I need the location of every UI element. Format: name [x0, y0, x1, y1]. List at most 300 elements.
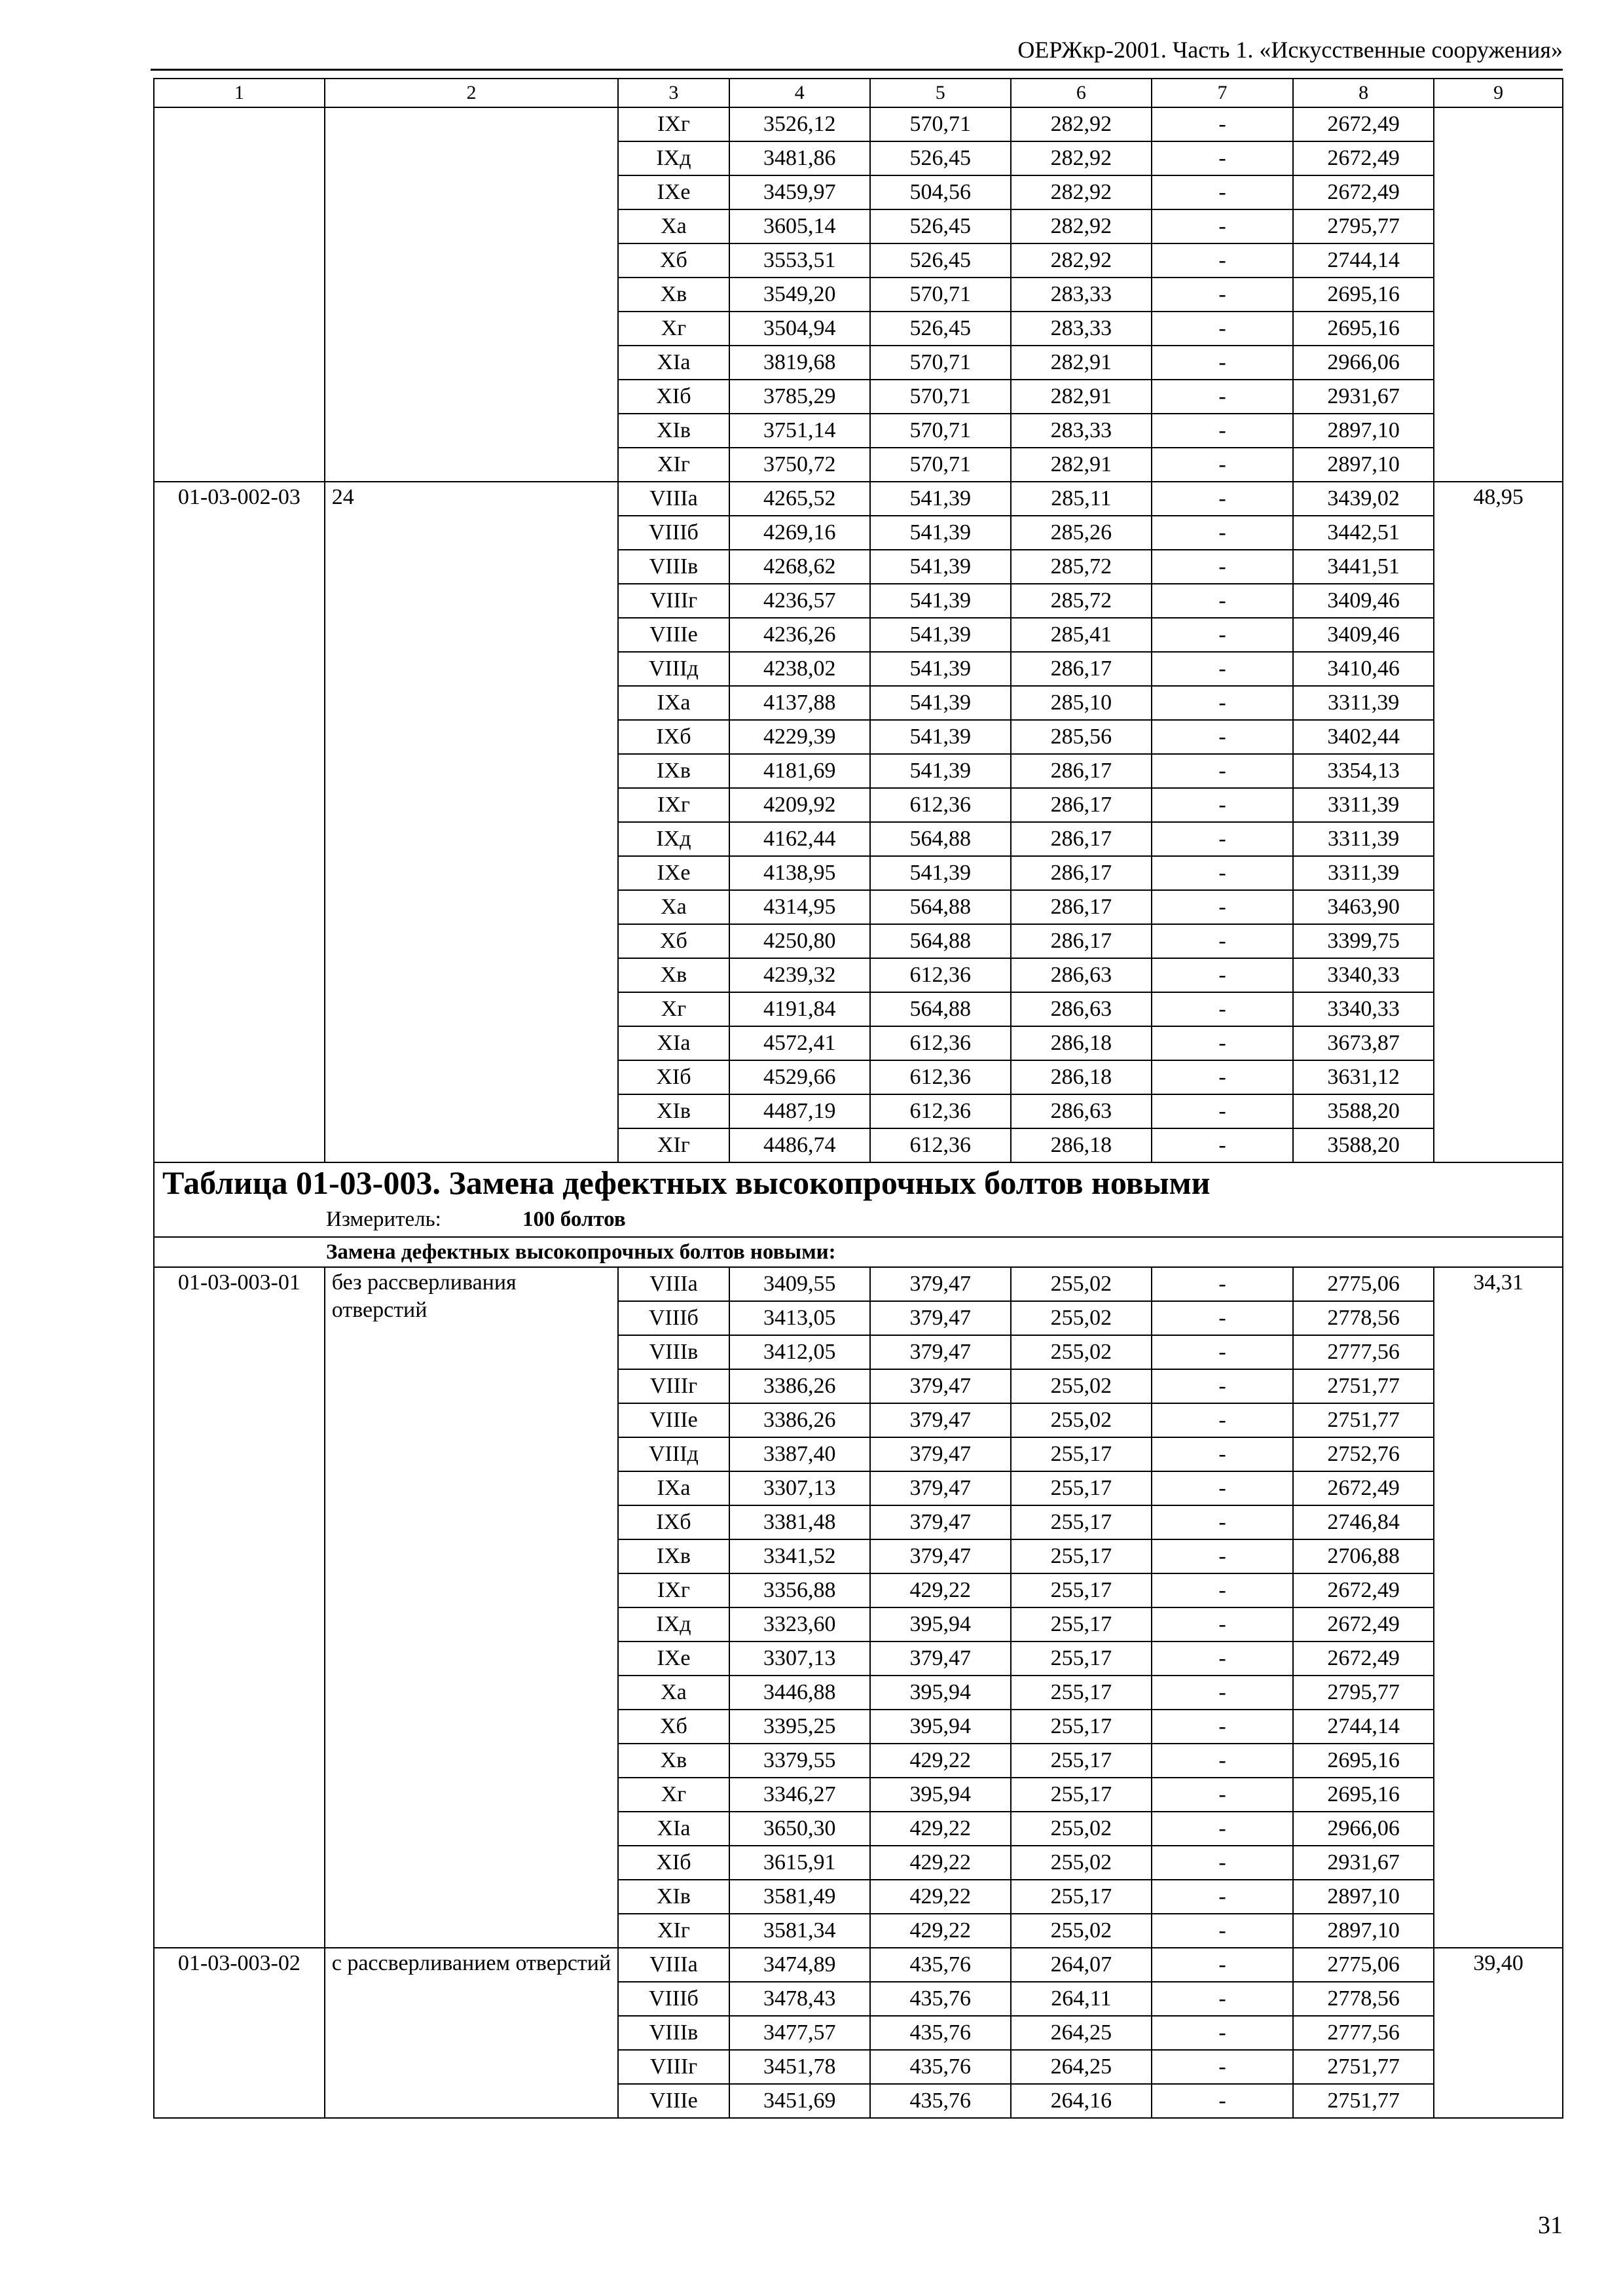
machinist-cost: - — [1152, 175, 1293, 209]
total-cost: 4265,52 — [729, 482, 870, 516]
machinist-cost: - — [1152, 278, 1293, 312]
subheading-row — [154, 1237, 1563, 1267]
zone-code: XIв — [618, 1094, 729, 1128]
zone-code: VIIIе — [618, 618, 729, 652]
machinist-cost: - — [1152, 1403, 1293, 1437]
labor-hours: 34,31 — [1434, 1267, 1563, 1948]
machinist-cost: - — [1152, 1710, 1293, 1744]
total-cost: 3307,13 — [729, 1641, 870, 1676]
machine-cost: 282,91 — [1011, 448, 1152, 482]
subheading: Замена дефектных высокопрочных болтов новыми: — [326, 1240, 836, 1264]
machine-cost: 264,16 — [1011, 2084, 1152, 2118]
zone-code: VIIIг — [618, 1369, 729, 1403]
machinist-cost: - — [1152, 1267, 1293, 1301]
zone-code: VIIIе — [618, 1403, 729, 1437]
machine-cost: 282,92 — [1011, 175, 1152, 209]
machinist-cost: - — [1152, 209, 1293, 243]
rate-code: 01-03-002-03 — [154, 482, 325, 1162]
zone-code: VIIIа — [618, 1948, 729, 1982]
machine-cost: 286,17 — [1011, 856, 1152, 890]
machine-cost: 264,25 — [1011, 2050, 1152, 2084]
column-number-row — [154, 79, 1563, 107]
materials-cost: 3340,33 — [1293, 958, 1434, 992]
labor-cost: 612,36 — [870, 1026, 1011, 1060]
materials-cost: 3409,46 — [1293, 584, 1434, 618]
machine-cost: 255,02 — [1011, 1267, 1152, 1301]
machine-cost: 255,17 — [1011, 1880, 1152, 1914]
machinist-cost: - — [1152, 414, 1293, 448]
machinist-cost: - — [1152, 1607, 1293, 1641]
labor-cost: 379,47 — [870, 1335, 1011, 1369]
materials-cost: 2751,77 — [1293, 2050, 1434, 2084]
zone-code: Xа — [618, 890, 729, 924]
labor-cost: 612,36 — [870, 1094, 1011, 1128]
zone-code: Xг — [618, 992, 729, 1026]
machine-cost: 286,17 — [1011, 924, 1152, 958]
machine-cost: 282,92 — [1011, 107, 1152, 141]
machine-cost: 285,72 — [1011, 584, 1152, 618]
zone-code: XIа — [618, 1026, 729, 1060]
zone-code: IXд — [618, 141, 729, 175]
machine-cost: 286,63 — [1011, 992, 1152, 1026]
materials-cost: 3631,12 — [1293, 1060, 1434, 1094]
machine-cost: 286,17 — [1011, 822, 1152, 856]
materials-cost: 2897,10 — [1293, 1914, 1434, 1948]
materials-cost: 2775,06 — [1293, 1948, 1434, 1982]
total-cost: 4238,02 — [729, 652, 870, 686]
materials-cost: 2751,77 — [1293, 1403, 1434, 1437]
machinist-cost: - — [1152, 754, 1293, 788]
machine-cost: 286,18 — [1011, 1060, 1152, 1094]
materials-cost: 2695,16 — [1293, 312, 1434, 346]
machine-cost: 286,63 — [1011, 958, 1152, 992]
total-cost: 3451,69 — [729, 2084, 870, 2118]
total-cost: 3474,89 — [729, 1948, 870, 1982]
total-cost: 4239,32 — [729, 958, 870, 992]
machine-cost: 264,11 — [1011, 1982, 1152, 2016]
machine-cost: 286,18 — [1011, 1128, 1152, 1162]
materials-cost: 3399,75 — [1293, 924, 1434, 958]
labor-hours — [1434, 107, 1563, 482]
table-title-row — [154, 1162, 1563, 1202]
zone-code: XIг — [618, 1128, 729, 1162]
page-number: 31 — [1538, 2212, 1563, 2239]
machine-cost: 255,02 — [1011, 1335, 1152, 1369]
labor-cost: 435,76 — [870, 2084, 1011, 2118]
zone-code: IXг — [618, 788, 729, 822]
labor-cost: 429,22 — [870, 1846, 1011, 1880]
column-number: 6 — [1011, 79, 1152, 107]
total-cost: 3819,68 — [729, 346, 870, 380]
zone-code: XIб — [618, 1846, 729, 1880]
machinist-cost: - — [1152, 958, 1293, 992]
labor-cost: 570,71 — [870, 107, 1011, 141]
total-cost: 4529,66 — [729, 1060, 870, 1094]
materials-cost: 3311,39 — [1293, 856, 1434, 890]
total-cost: 3478,43 — [729, 1982, 870, 2016]
materials-cost: 2672,49 — [1293, 1607, 1434, 1641]
zone-code: Xв — [618, 958, 729, 992]
rate-description: 24 — [325, 482, 618, 1162]
labor-cost: 541,39 — [870, 686, 1011, 720]
materials-cost: 3311,39 — [1293, 686, 1434, 720]
machine-cost: 285,41 — [1011, 618, 1152, 652]
materials-cost: 3409,46 — [1293, 618, 1434, 652]
total-cost: 3413,05 — [729, 1301, 870, 1335]
machinist-cost: - — [1152, 1369, 1293, 1403]
machinist-cost: - — [1152, 312, 1293, 346]
labor-cost: 379,47 — [870, 1403, 1011, 1437]
machine-cost: 283,33 — [1011, 414, 1152, 448]
zone-code: IXе — [618, 856, 729, 890]
zone-code: XIв — [618, 1880, 729, 1914]
zone-code: XIа — [618, 1812, 729, 1846]
column-number: 8 — [1293, 79, 1434, 107]
labor-cost: 541,39 — [870, 550, 1011, 584]
zone-code: VIIIб — [618, 516, 729, 550]
total-cost: 4486,74 — [729, 1128, 870, 1162]
zone-code: XIа — [618, 346, 729, 380]
zone-code: VIIIб — [618, 1982, 729, 2016]
labor-cost: 379,47 — [870, 1539, 1011, 1573]
materials-cost: 2966,06 — [1293, 1812, 1434, 1846]
materials-cost: 3311,39 — [1293, 822, 1434, 856]
zone-code: VIIIа — [618, 1267, 729, 1301]
labor-cost: 429,22 — [870, 1573, 1011, 1607]
zone-code: IXд — [618, 1607, 729, 1641]
machinist-cost: - — [1152, 1880, 1293, 1914]
machine-cost: 255,17 — [1011, 1573, 1152, 1607]
machinist-cost: - — [1152, 1026, 1293, 1060]
zone-code: Xг — [618, 312, 729, 346]
labor-cost: 429,22 — [870, 1744, 1011, 1778]
labor-cost: 435,76 — [870, 1948, 1011, 1982]
labor-cost: 429,22 — [870, 1914, 1011, 1948]
machinist-cost: - — [1152, 550, 1293, 584]
zone-code: IXв — [618, 1539, 729, 1573]
machinist-cost: - — [1152, 856, 1293, 890]
labor-hours: 39,40 — [1434, 1948, 1563, 2118]
labor-cost: 612,36 — [870, 1128, 1011, 1162]
materials-cost: 3463,90 — [1293, 890, 1434, 924]
machinist-cost: - — [1152, 1505, 1293, 1539]
labor-cost: 526,45 — [870, 141, 1011, 175]
machine-cost: 286,17 — [1011, 788, 1152, 822]
machine-cost: 286,17 — [1011, 652, 1152, 686]
labor-cost: 429,22 — [870, 1812, 1011, 1846]
zone-code: VIIIе — [618, 2084, 729, 2118]
total-cost: 3549,20 — [729, 278, 870, 312]
machine-cost: 285,56 — [1011, 720, 1152, 754]
machinist-cost: - — [1152, 1094, 1293, 1128]
zone-code: Xа — [618, 1676, 729, 1710]
materials-cost: 2672,49 — [1293, 107, 1434, 141]
total-cost: 4236,57 — [729, 584, 870, 618]
machinist-cost: - — [1152, 2016, 1293, 2050]
machinist-cost: - — [1152, 1128, 1293, 1162]
materials-cost: 2672,49 — [1293, 1471, 1434, 1505]
zone-code: Xб — [618, 243, 729, 278]
total-cost: 3381,48 — [729, 1505, 870, 1539]
table-title: Таблица 01-03-003. Замена дефектных высокопрочных болтов новыми — [154, 1162, 1563, 1202]
machinist-cost: - — [1152, 890, 1293, 924]
machinist-cost: - — [1152, 1744, 1293, 1778]
materials-cost: 3402,44 — [1293, 720, 1434, 754]
total-cost: 4236,26 — [729, 618, 870, 652]
machine-cost: 285,11 — [1011, 482, 1152, 516]
zone-code: VIIIб — [618, 1301, 729, 1335]
machinist-cost: - — [1152, 1471, 1293, 1505]
materials-cost: 2695,16 — [1293, 278, 1434, 312]
machine-cost: 255,17 — [1011, 1778, 1152, 1812]
labor-cost: 570,71 — [870, 448, 1011, 482]
total-cost: 4181,69 — [729, 754, 870, 788]
page-header: ОЕРЖкр-2001. Часть 1. «Искусственные сооружения» — [1017, 37, 1563, 63]
materials-cost: 2775,06 — [1293, 1267, 1434, 1301]
machinist-cost: - — [1152, 618, 1293, 652]
materials-cost: 2777,56 — [1293, 1335, 1434, 1369]
machinist-cost: - — [1152, 652, 1293, 686]
materials-cost: 2746,84 — [1293, 1505, 1434, 1539]
total-cost: 3750,72 — [729, 448, 870, 482]
machine-cost: 255,17 — [1011, 1710, 1152, 1744]
total-cost: 3386,26 — [729, 1403, 870, 1437]
labor-cost: 435,76 — [870, 2050, 1011, 2084]
rate-description: с рассверливанием отверстий — [325, 1948, 618, 2118]
materials-cost: 2897,10 — [1293, 448, 1434, 482]
zone-code: XIб — [618, 380, 729, 414]
materials-cost: 3588,20 — [1293, 1128, 1434, 1162]
labor-cost: 612,36 — [870, 958, 1011, 992]
machinist-cost: - — [1152, 141, 1293, 175]
materials-cost: 2706,88 — [1293, 1539, 1434, 1573]
zone-code: Xб — [618, 1710, 729, 1744]
materials-cost: 2897,10 — [1293, 414, 1434, 448]
machinist-cost: - — [1152, 1539, 1293, 1573]
machinist-cost: - — [1152, 380, 1293, 414]
labor-cost: 570,71 — [870, 278, 1011, 312]
machine-cost: 255,17 — [1011, 1607, 1152, 1641]
machine-cost: 283,33 — [1011, 278, 1152, 312]
subheading-cell — [154, 1237, 1563, 1267]
labor-cost: 564,88 — [870, 924, 1011, 958]
total-cost: 3615,91 — [729, 1846, 870, 1880]
machinist-cost: - — [1152, 1982, 1293, 2016]
materials-cost: 2751,77 — [1293, 2084, 1434, 2118]
total-cost: 3477,57 — [729, 2016, 870, 2050]
meter-row — [154, 1202, 1563, 1237]
machine-cost: 255,17 — [1011, 1539, 1152, 1573]
total-cost: 3409,55 — [729, 1267, 870, 1301]
machinist-cost: - — [1152, 346, 1293, 380]
zone-code: Xа — [618, 209, 729, 243]
machinist-cost: - — [1152, 1641, 1293, 1676]
machinist-cost: - — [1152, 924, 1293, 958]
table-row — [154, 107, 1563, 141]
total-cost: 3650,30 — [729, 1812, 870, 1846]
labor-cost: 395,94 — [870, 1778, 1011, 1812]
labor-cost: 541,39 — [870, 482, 1011, 516]
total-cost: 3785,29 — [729, 380, 870, 414]
zone-code: VIIIд — [618, 1437, 729, 1471]
total-cost: 3446,88 — [729, 1676, 870, 1710]
machinist-cost: - — [1152, 482, 1293, 516]
total-cost: 4314,95 — [729, 890, 870, 924]
table-row — [154, 1948, 1563, 1982]
column-number: 7 — [1152, 79, 1293, 107]
header-rule — [151, 69, 1563, 71]
materials-cost: 2795,77 — [1293, 1676, 1434, 1710]
machinist-cost: - — [1152, 2084, 1293, 2118]
zone-code: VIIIв — [618, 1335, 729, 1369]
materials-cost: 3442,51 — [1293, 516, 1434, 550]
zone-code: IXе — [618, 1641, 729, 1676]
labor-cost: 395,94 — [870, 1676, 1011, 1710]
materials-cost: 2672,49 — [1293, 175, 1434, 209]
labor-cost: 541,39 — [870, 618, 1011, 652]
materials-cost: 2897,10 — [1293, 1880, 1434, 1914]
materials-cost: 3588,20 — [1293, 1094, 1434, 1128]
machine-cost: 255,17 — [1011, 1676, 1152, 1710]
zone-code: Xв — [618, 1744, 729, 1778]
machinist-cost: - — [1152, 1948, 1293, 1982]
total-cost: 3526,12 — [729, 107, 870, 141]
machinist-cost: - — [1152, 788, 1293, 822]
zone-code: Xг — [618, 1778, 729, 1812]
materials-cost: 2751,77 — [1293, 1369, 1434, 1403]
machinist-cost: - — [1152, 1335, 1293, 1369]
total-cost: 3386,26 — [729, 1369, 870, 1403]
machine-cost: 255,17 — [1011, 1744, 1152, 1778]
machine-cost: 255,02 — [1011, 1812, 1152, 1846]
rate-code: 01-03-003-01 — [154, 1267, 325, 1948]
machinist-cost: - — [1152, 1301, 1293, 1335]
machinist-cost: - — [1152, 448, 1293, 482]
total-cost: 3323,60 — [729, 1607, 870, 1641]
machinist-cost: - — [1152, 243, 1293, 278]
materials-cost: 2752,76 — [1293, 1437, 1434, 1471]
machinist-cost: - — [1152, 822, 1293, 856]
total-cost: 4268,62 — [729, 550, 870, 584]
column-number: 3 — [618, 79, 729, 107]
rate-code: 01-03-003-02 — [154, 1948, 325, 2118]
machine-cost: 264,25 — [1011, 2016, 1152, 2050]
total-cost: 3751,14 — [729, 414, 870, 448]
labor-cost: 379,47 — [870, 1369, 1011, 1403]
materials-cost: 2777,56 — [1293, 2016, 1434, 2050]
machinist-cost: - — [1152, 1573, 1293, 1607]
total-cost: 3481,86 — [729, 141, 870, 175]
zone-code: VIIIд — [618, 652, 729, 686]
machinist-cost: - — [1152, 107, 1293, 141]
machinist-cost: - — [1152, 1778, 1293, 1812]
machinist-cost: - — [1152, 1437, 1293, 1471]
materials-cost: 2695,16 — [1293, 1744, 1434, 1778]
zone-code: IXг — [618, 1573, 729, 1607]
labor-cost: 379,47 — [870, 1267, 1011, 1301]
zone-code: IXг — [618, 107, 729, 141]
total-cost: 3459,97 — [729, 175, 870, 209]
materials-cost: 3311,39 — [1293, 788, 1434, 822]
labor-cost: 541,39 — [870, 584, 1011, 618]
table-row — [154, 482, 1563, 516]
labor-cost: 526,45 — [870, 243, 1011, 278]
materials-cost: 3673,87 — [1293, 1026, 1434, 1060]
machine-cost: 286,18 — [1011, 1026, 1152, 1060]
labor-cost: 504,56 — [870, 175, 1011, 209]
labor-cost: 564,88 — [870, 822, 1011, 856]
labor-cost: 526,45 — [870, 209, 1011, 243]
column-number: 9 — [1434, 79, 1563, 107]
machine-cost: 286,63 — [1011, 1094, 1152, 1128]
rate-description: без рассверливания отверстий — [325, 1267, 618, 1948]
meter-label: Измеритель: — [326, 1208, 441, 1231]
column-number: 2 — [325, 79, 618, 107]
materials-cost: 2931,67 — [1293, 1846, 1434, 1880]
total-cost: 3395,25 — [729, 1710, 870, 1744]
machine-cost: 282,92 — [1011, 209, 1152, 243]
total-cost: 3504,94 — [729, 312, 870, 346]
total-cost: 3451,78 — [729, 2050, 870, 2084]
materials-cost: 2778,56 — [1293, 1301, 1434, 1335]
machine-cost: 285,72 — [1011, 550, 1152, 584]
machinist-cost: - — [1152, 1060, 1293, 1094]
meter-value: 100 болтов — [522, 1208, 626, 1231]
zone-code: IXв — [618, 754, 729, 788]
labor-cost: 541,39 — [870, 652, 1011, 686]
machinist-cost: - — [1152, 1914, 1293, 1948]
machine-cost: 285,10 — [1011, 686, 1152, 720]
total-cost: 3379,55 — [729, 1744, 870, 1778]
zone-code: Xв — [618, 278, 729, 312]
materials-cost: 3441,51 — [1293, 550, 1434, 584]
zone-code: VIIIг — [618, 584, 729, 618]
labor-cost: 570,71 — [870, 346, 1011, 380]
zone-code: VIIIа — [618, 482, 729, 516]
machine-cost: 285,26 — [1011, 516, 1152, 550]
total-cost: 3346,27 — [729, 1778, 870, 1812]
machinist-cost: - — [1152, 584, 1293, 618]
rates-table — [153, 78, 1563, 2119]
zone-code: IXб — [618, 720, 729, 754]
total-cost: 3356,88 — [729, 1573, 870, 1607]
meter-cell — [154, 1202, 1563, 1237]
labor-cost: 612,36 — [870, 788, 1011, 822]
zone-code: IXб — [618, 1505, 729, 1539]
machine-cost: 282,91 — [1011, 380, 1152, 414]
machinist-cost: - — [1152, 992, 1293, 1026]
rate-code — [154, 107, 325, 482]
labor-hours: 48,95 — [1434, 482, 1563, 1162]
labor-cost: 541,39 — [870, 720, 1011, 754]
zone-code: VIIIг — [618, 2050, 729, 2084]
materials-cost: 2672,49 — [1293, 1641, 1434, 1676]
total-cost: 3307,13 — [729, 1471, 870, 1505]
total-cost: 4162,44 — [729, 822, 870, 856]
labor-cost: 435,76 — [870, 2016, 1011, 2050]
labor-cost: 541,39 — [870, 754, 1011, 788]
materials-cost: 3439,02 — [1293, 482, 1434, 516]
machinist-cost: - — [1152, 720, 1293, 754]
machinist-cost: - — [1152, 686, 1293, 720]
zone-code: XIб — [618, 1060, 729, 1094]
machine-cost: 264,07 — [1011, 1948, 1152, 1982]
machine-cost: 286,17 — [1011, 754, 1152, 788]
machine-cost: 255,02 — [1011, 1403, 1152, 1437]
machinist-cost: - — [1152, 1846, 1293, 1880]
labor-cost: 612,36 — [870, 1060, 1011, 1094]
materials-cost: 3354,13 — [1293, 754, 1434, 788]
